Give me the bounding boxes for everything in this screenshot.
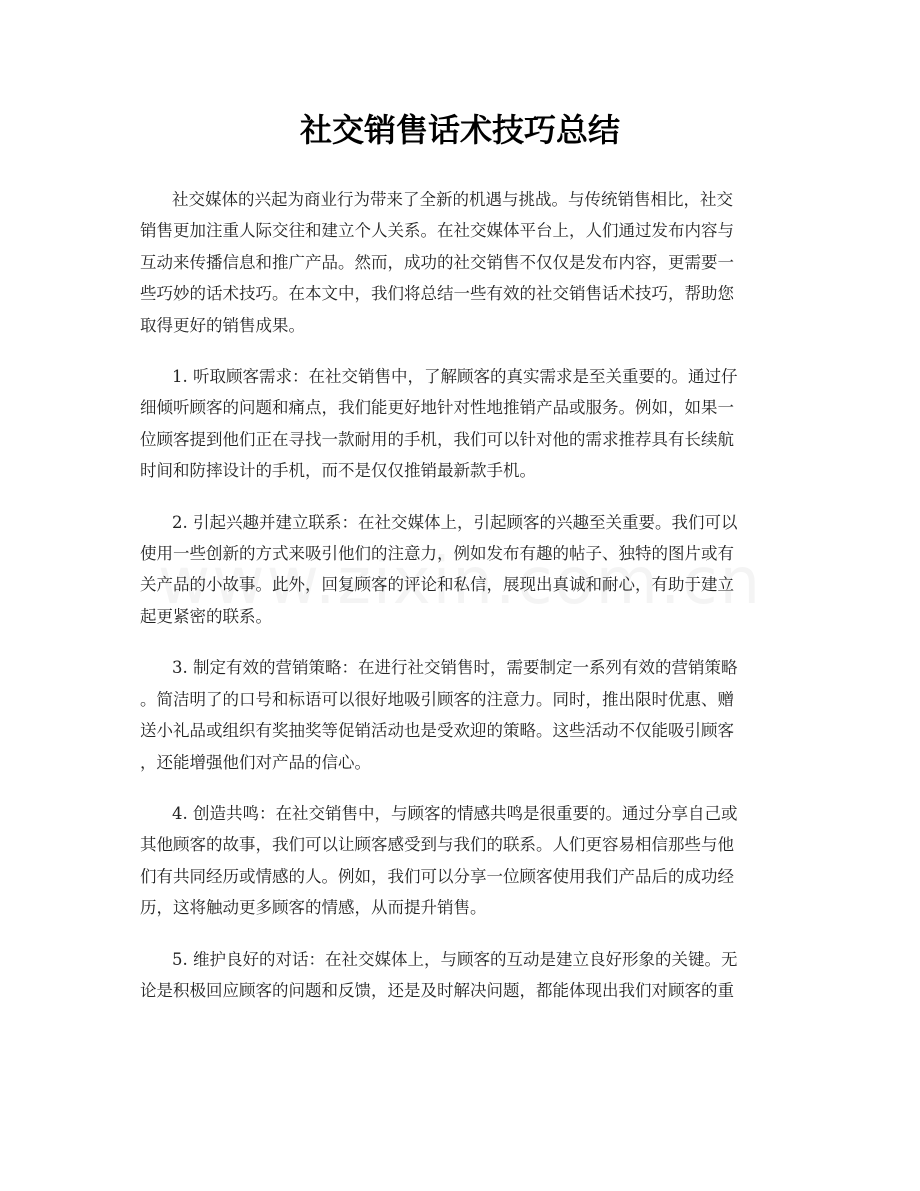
paragraph-line: 细倾听顾客的问题和痛点，我们能更好地针对性地推销产品或服务。例如，如果一 [140,398,734,418]
paragraph-line: 。简洁明了的口号和标语可以很好地吸引顾客的注意力。同时，推出限时优惠、赠 [140,689,734,709]
paragraph-line: 社交媒体的兴起为商业行为带来了全新的机遇与挑战。与传统销售相比，社交 [172,190,733,209]
paragraph-line: 论是积极回应顾客的问题和反馈，还是及时解决问题，都能体现出我们对顾客的重 [140,980,734,1000]
paragraph-line: 位顾客提到他们正在寻找一款耐用的手机，我们可以针对他的需求推荐具有长续航 [140,429,734,449]
paragraph-line: 送小礼品或组织有奖抽奖等促销活动也是受欢迎的策略。这些活动不仅能吸引顾客 [140,721,734,741]
paragraph-item-2 [140,507,782,633]
paragraph-line: 互动来传播信息和推广产品。然而，成功的社交销售不仅仅是发布内容，更需要一 [140,252,734,272]
paragraph-line: 取得更好的销售成果。 [140,315,305,335]
paragraph-line: 们有共同经历或情感的人。例如，我们可以分享一位顾客使用我们产品后的成功经 [140,866,734,886]
document-body [140,184,782,1026]
paragraph-item-5 [140,944,782,1007]
paragraph-line: 2. 引起兴趣并建立联系：在社交媒体上，引起顾客的兴趣至关重要。我们可以 [172,512,738,532]
paragraph-line: 关产品的小故事。此外，回复顾客的评论和私信，展现出真诚和耐心，有助于建立 [140,575,734,595]
paragraph-item-3 [140,652,782,778]
document-title: 社交销售话术技巧总结 [299,111,620,149]
paragraph-line: ，还能增强他们对产品的信心。 [140,752,371,772]
paragraph-line: 起更紧密的联系。 [140,606,272,626]
paragraph-line: 历，这将触动更多顾客的情感，从而提升销售。 [140,898,487,918]
paragraph-item-1 [140,361,782,487]
paragraph-item-4 [140,798,782,924]
paragraph-line: 3. 制定有效的营销策略：在进行社交销售时，需要制定一系列有效的营销策略 [172,658,738,678]
paragraph-line: 使用一些创新的方式来吸引他们的注意力，例如发布有趣的帖子、独特的图片或有 [140,544,734,564]
paragraph-line: 其他顾客的故事，我们可以让顾客感受到与我们的联系。人们更容易相信那些与他 [140,835,734,855]
paragraph-line: 销售更加注重人际交往和建立个人关系。在社交媒体平台上，人们通过发布内容与 [140,221,734,241]
paragraph-line: 些巧妙的话术技巧。在本文中，我们将总结一些有效的社交销售话术技巧，帮助您 [140,284,734,304]
paragraph-line: 1. 听取顾客需求：在社交销售中，了解顾客的真实需求是至关重要的。通过仔 [172,367,738,387]
paragraph-line: 5. 维护良好的对话：在社交媒体上，与顾客的互动是建立良好形象的关键。无 [172,949,738,969]
paragraph-intro [140,184,782,341]
paragraph-line: 4. 创造共鸣：在社交销售中，与顾客的情感共鸣是很重要的。通过分享自己或 [172,803,738,823]
paragraph-line: 时间和防摔设计的手机，而不是仅仅推销最新款手机。 [140,461,536,481]
